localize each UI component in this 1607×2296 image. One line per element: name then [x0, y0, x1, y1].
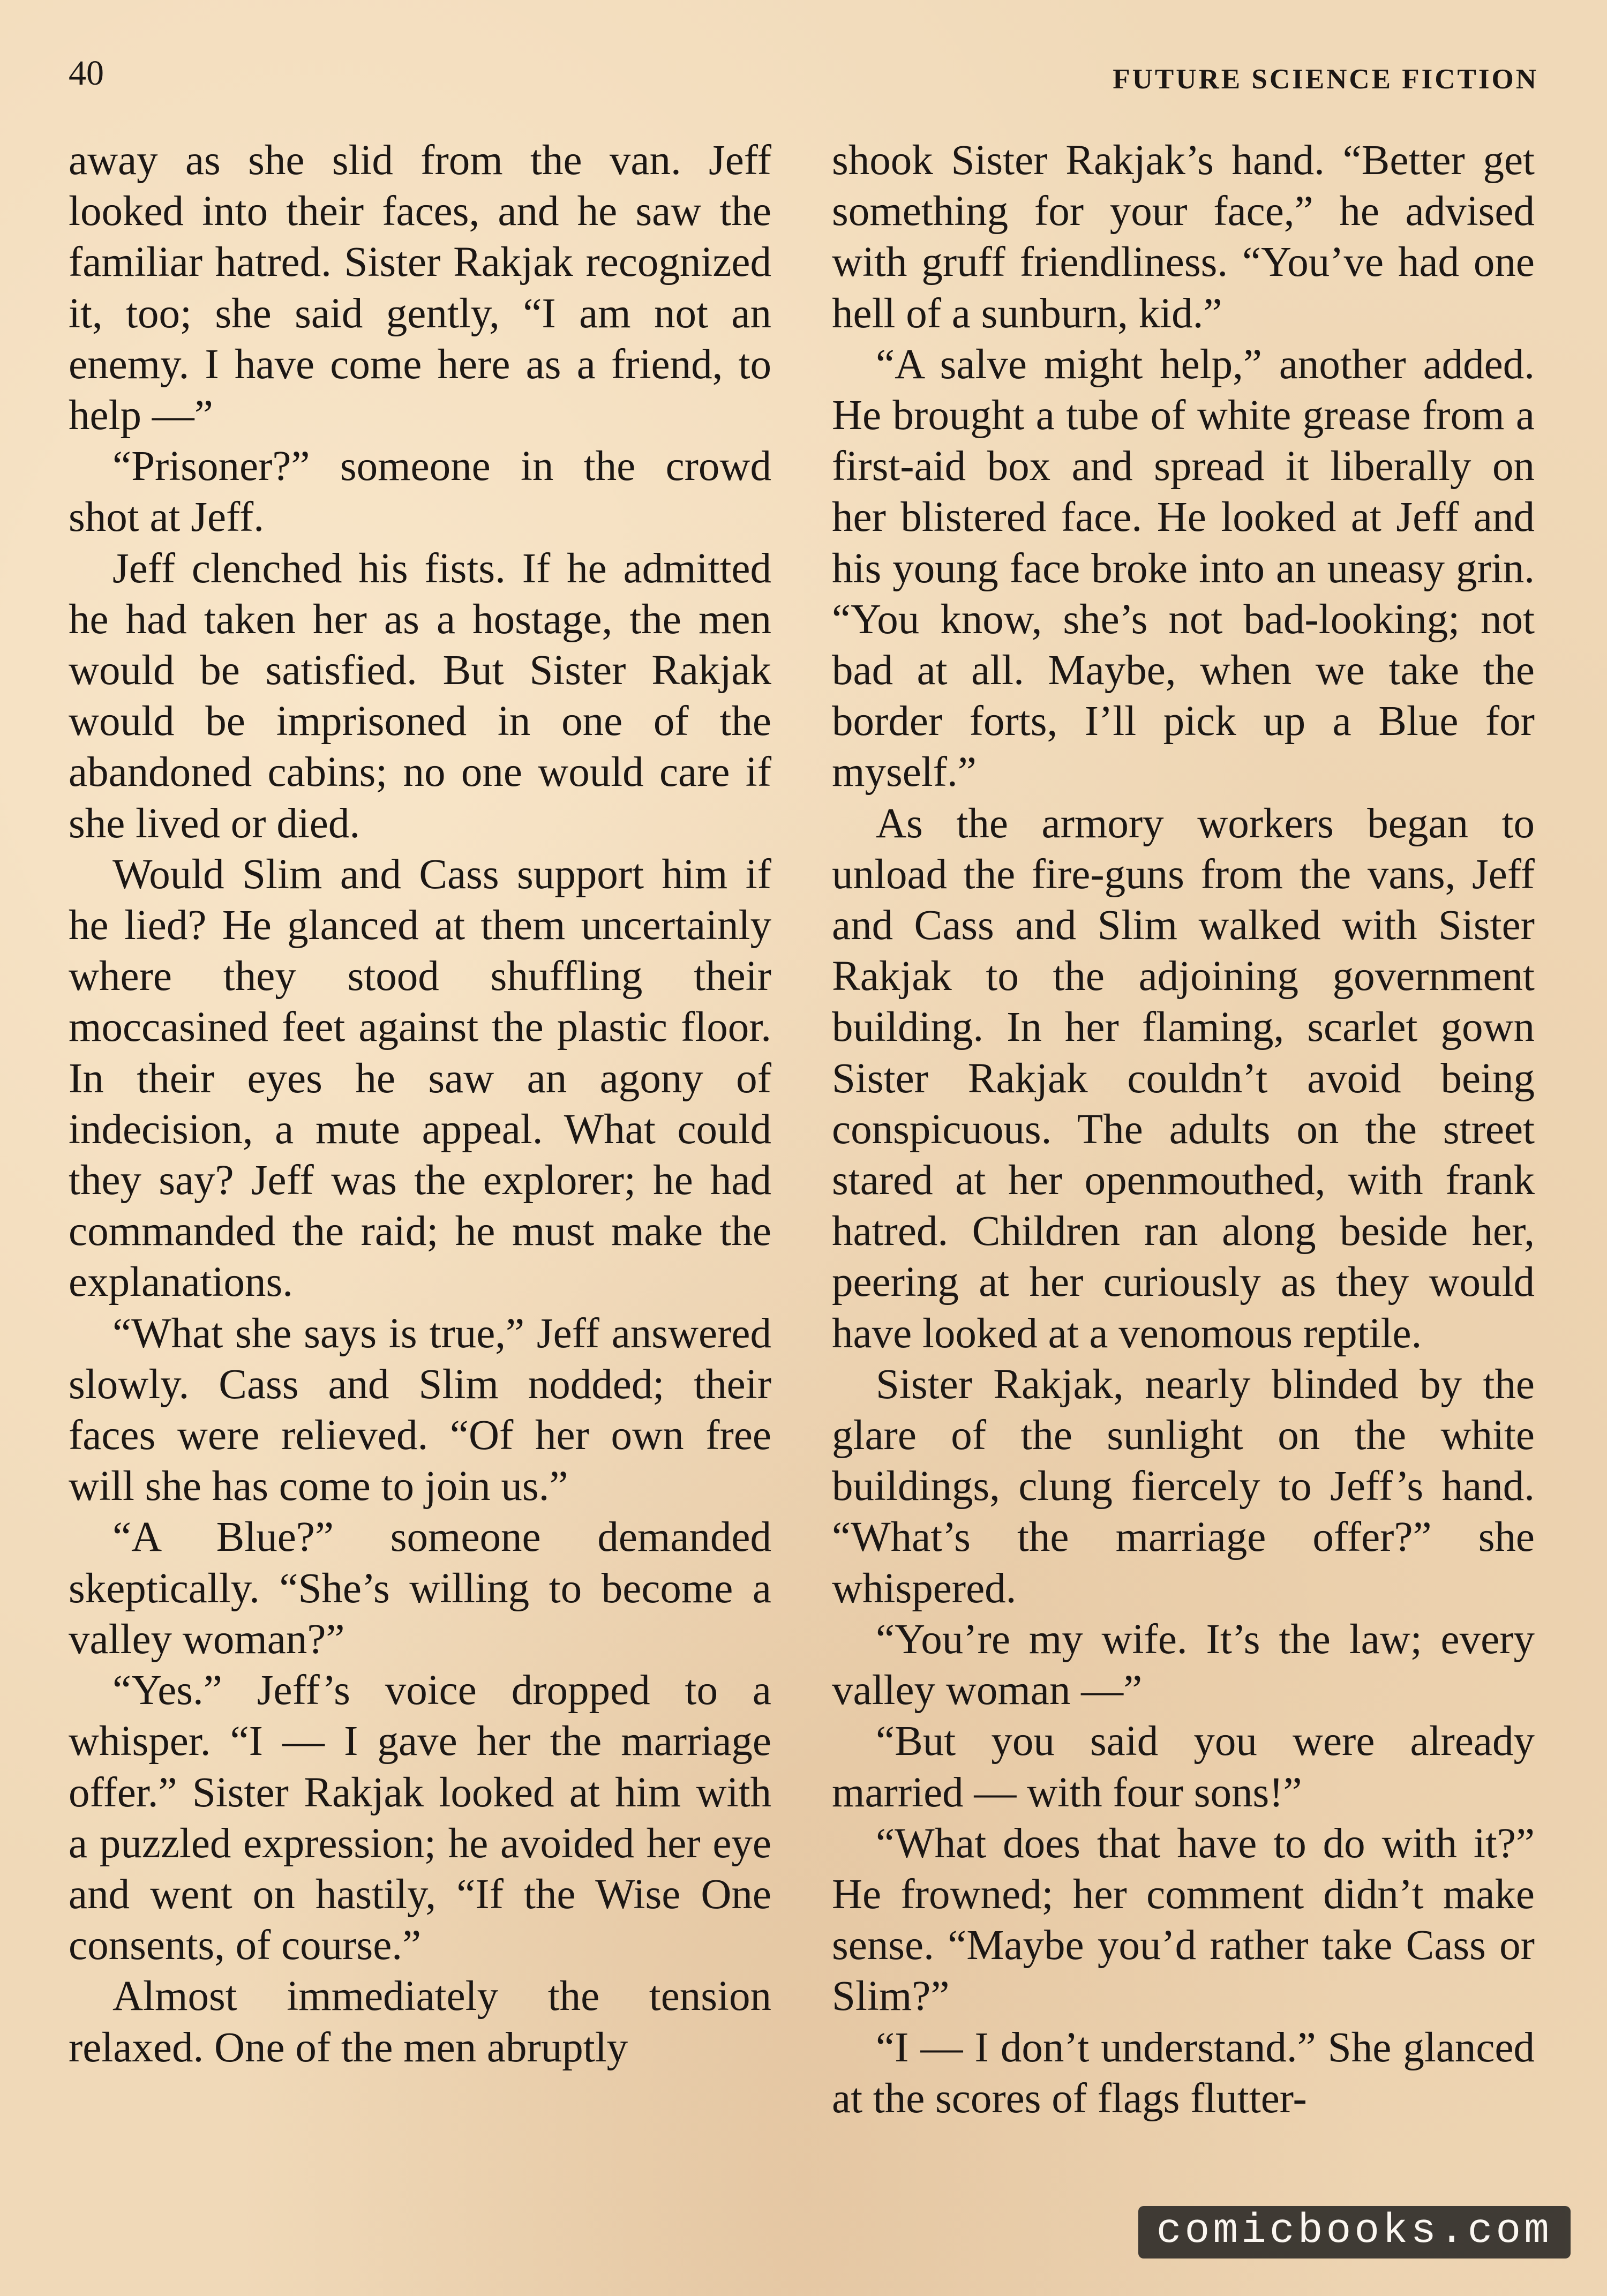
- paragraph: Would Slim and Cass support him if he lied? He glanced at them uncertainly where they stood shuffling their moccasined feet against the plastic floor. In their eyes he saw an agony of indecision, a mute appeal. What could they say? Jeff was the explorer; he had commanded the raid; he must make the explanations.: [69, 851, 771, 1306]
- running-head: FUTURE SCIENCE FICTION: [1113, 64, 1538, 95]
- paragraph: “A salve might help,” another added. He brought a tube of white grease from a first-aid box and spread it liberally on her blistered face. He looked at Jeff and his young face broke into an uneasy grin. “You know, she’s not bad-looking; not bad at all. Maybe, when we take the border forts, I’ll pick up a Blue for myself.”: [832, 341, 1535, 796]
- paragraph: “You’re my wife. It’s the law; every valley woman —”: [832, 1616, 1535, 1714]
- paragraph: “But you said you were already married — with four sons!”: [832, 1718, 1535, 1816]
- page-number: 40: [69, 54, 104, 93]
- paragraph: “What does that have to do with it?” He frowned; her comment didn’t make sense. “Maybe you’d rather take Cass or Slim?”: [832, 1820, 1535, 2020]
- paragraph: Jeff clenched his fists. If he admitted he had taken her as a hostage, the men would be satisfied. But Sister Rakjak would be imprisoned in one of the abandoned cabins; no one would care if she lived or died.: [69, 545, 771, 847]
- paragraph: “What she says is true,” Jeff answered slowly. Cass and Slim nodded; their faces were relieved. “Of her own free will she has come to join us.”: [69, 1310, 771, 1510]
- paragraph: “A Blue?” someone demanded skeptically. “She’s willing to become a valley woman?”: [69, 1514, 771, 1663]
- paragraph: Almost immediately the tension relaxed. One of the men abruptly: [69, 1973, 771, 2071]
- paragraph: Sister Rakjak, nearly blinded by the glare of the sunlight on the white buildings, clung fiercely to Jeff’s hand. “What’s the marriage offer?” she whispered.: [832, 1361, 1535, 1612]
- paragraph: “Prisoner?” someone in the crowd shot at Jeff.: [69, 443, 771, 541]
- paragraph: As the armory workers began to unload the fire-guns from the vans, Jeff and Cass and Slim walked with Sister Rakjak to the adjoining government building. In her flaming, scarlet gown Sister Rakjak couldn’t avoid being conspicuous. The adults on the street stared at her openmouthed, with frank hatred. Children ran along beside her, peering at her curiously as they would have looked at a venomous reptile.: [832, 800, 1535, 1357]
- paragraph: “Yes.” Jeff’s voice dropped to a whisper. “I — I gave her the marriage offer.” Sister Rakjak looked at him with a puzzled expression; he avoided her eye and went on hastily, “If the Wise One consents, of course.”: [69, 1667, 771, 1969]
- watermark-logo: comicbooks.com: [1138, 2206, 1571, 2259]
- paragraph: shook Sister Rakjak’s hand. “Better get something for your face,” he advised with gruff friendliness. “You’ve had one hell of a sunburn, kid.”: [832, 137, 1535, 337]
- right-column: [832, 135, 1535, 2124]
- left-column: [69, 135, 771, 2073]
- paragraph: “I — I don’t understand.” She glanced at the scores of flags flutter-: [832, 2024, 1535, 2122]
- paragraph: away as she slid from the van. Jeff looked into their faces, and he saw the familiar hatred. Sister Rakjak recognized it, too; she said gently, “I am not an enemy. I have come here as a friend, to help —”: [69, 137, 771, 439]
